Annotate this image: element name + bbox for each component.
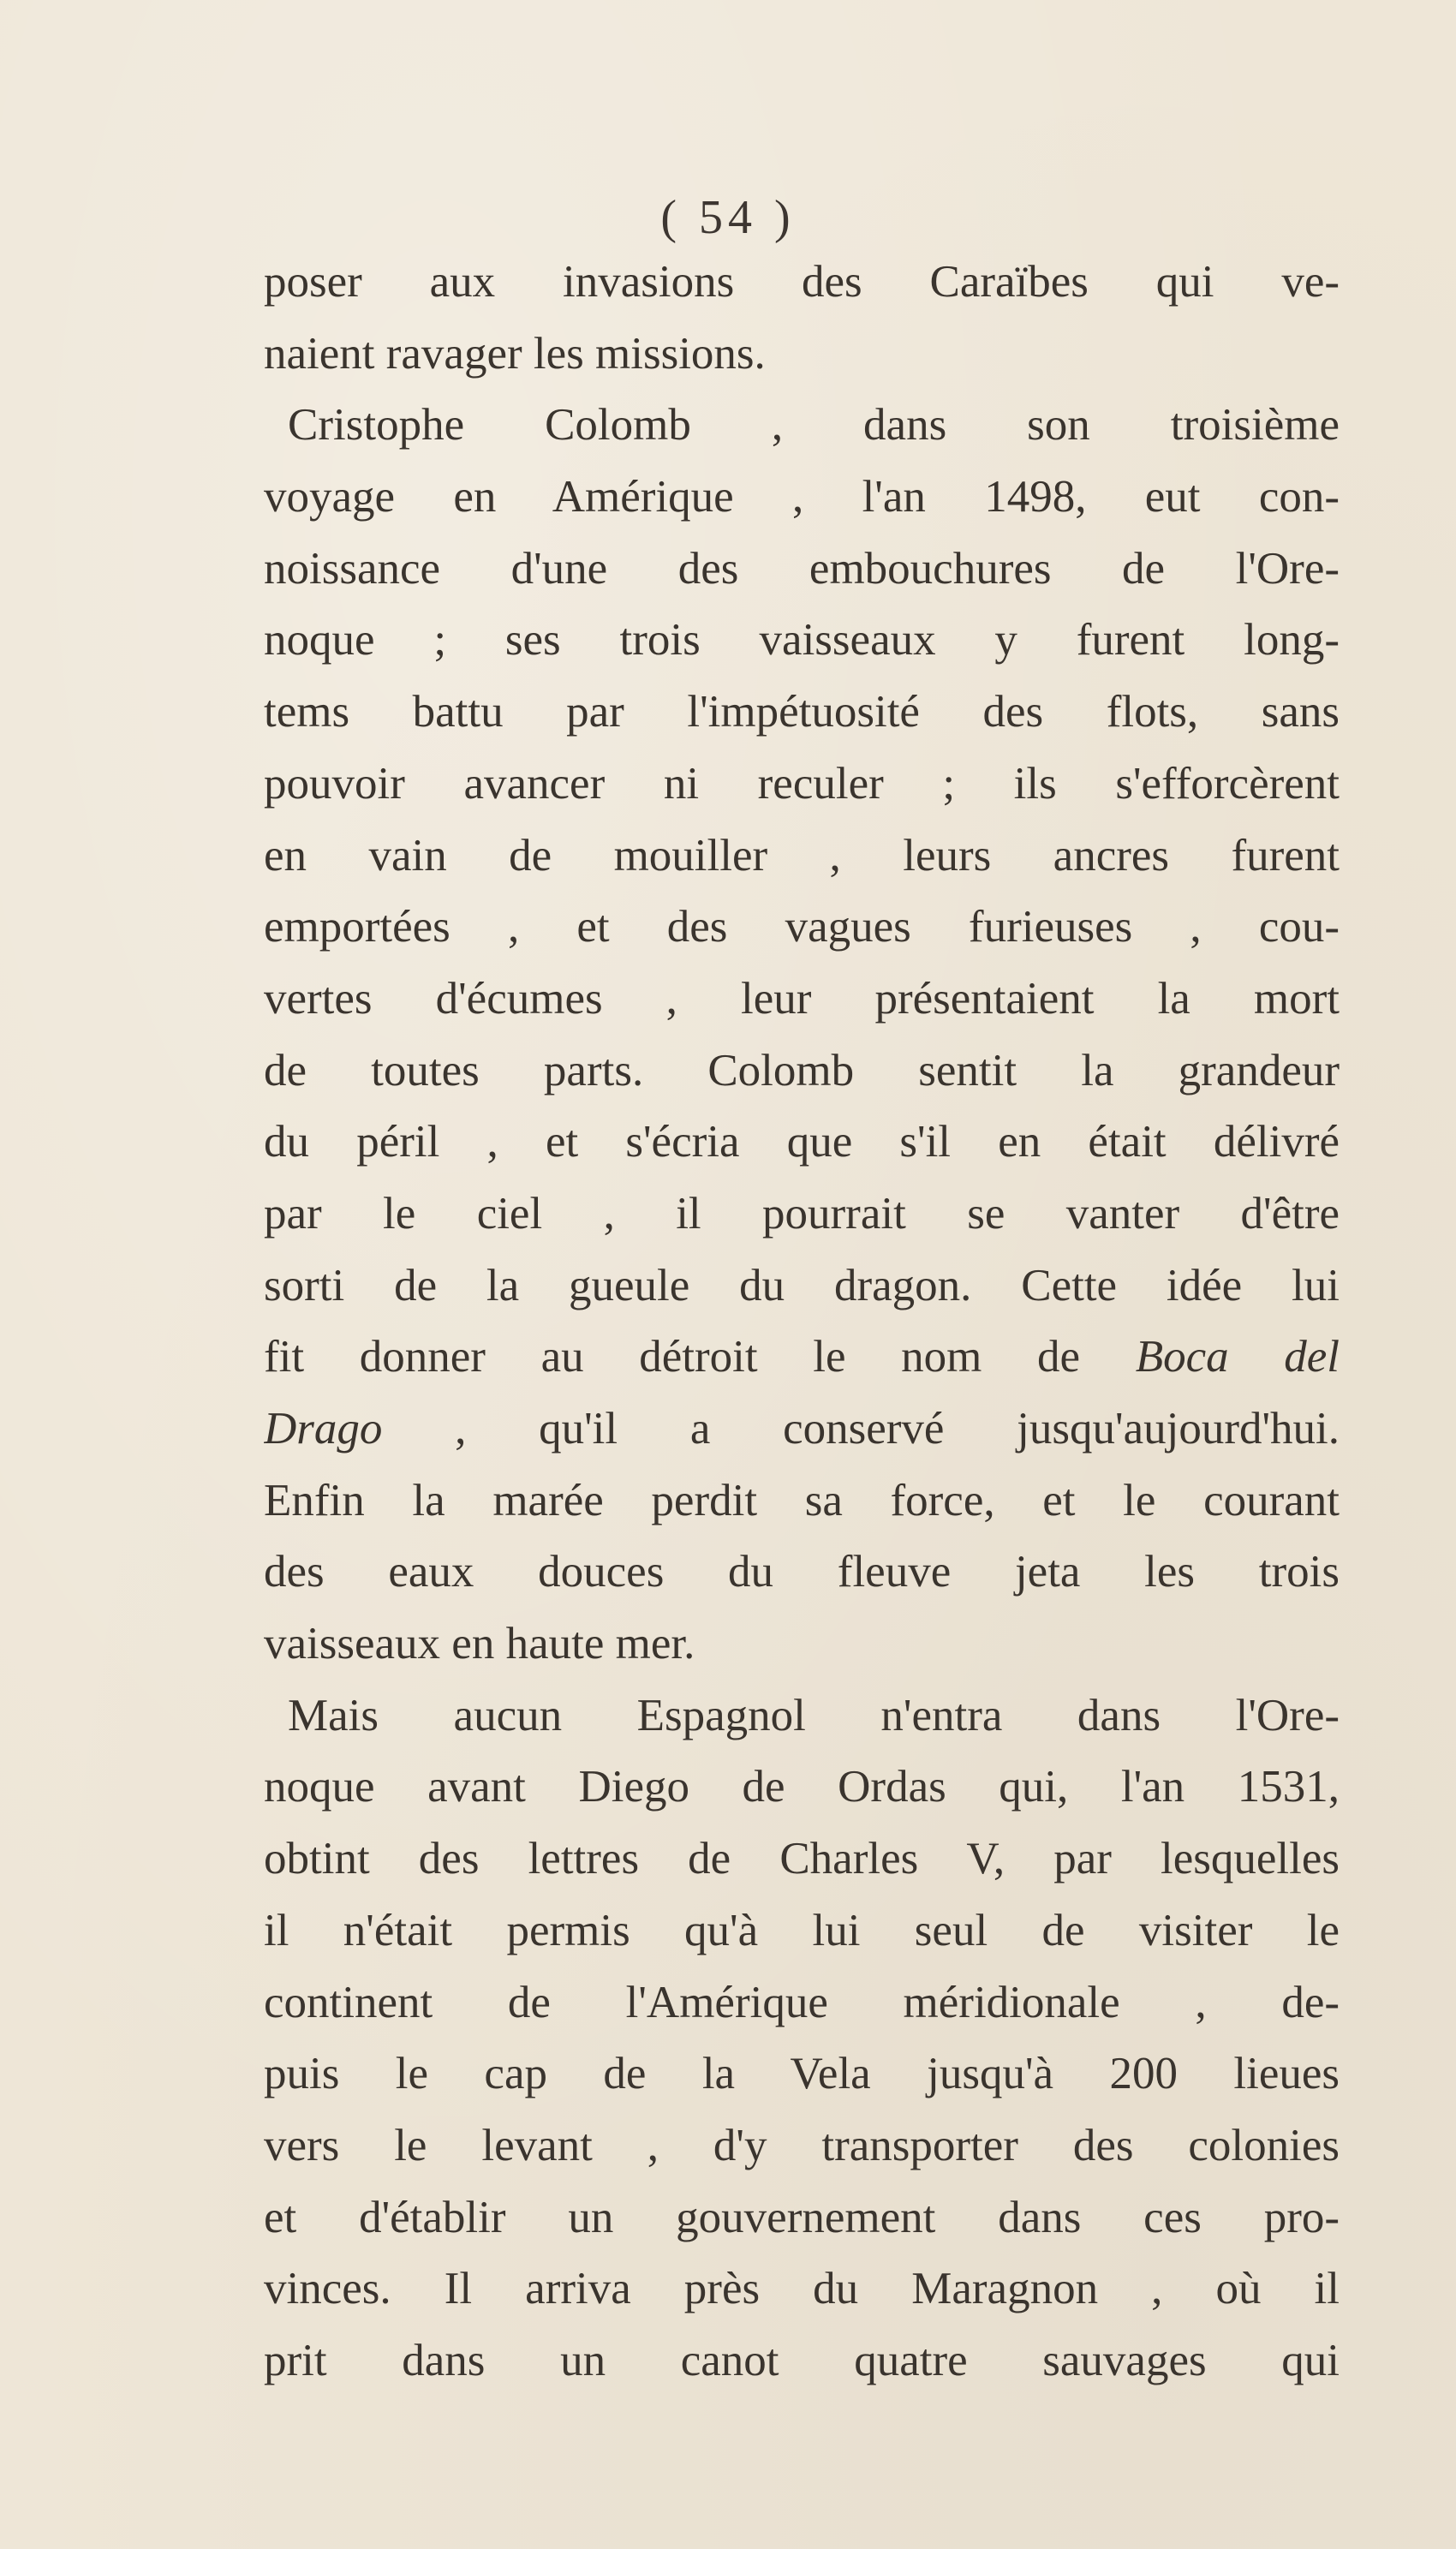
- text-span: fit donner au détroit le nom de: [264, 1332, 1081, 1382]
- text-line: et d'établir un gouvernement dans ces pro-: [264, 2192, 1340, 2242]
- italic-place-name: Boca del: [1135, 1332, 1340, 1382]
- text-line: du péril , et s'écria que s'il en était délivré: [264, 1117, 1340, 1167]
- text-line: emportées , et des vagues furieuses , cou-: [264, 902, 1340, 952]
- text-line: [264, 1322, 1340, 1394]
- text-line: il n'était permis qu'à lui seul de visiter le: [264, 1905, 1340, 1955]
- page-number: ( 54 ): [660, 191, 796, 244]
- text-line: voyage en Amérique , l'an 1498, eut con-: [264, 472, 1340, 522]
- text-line: tems battu par l'impétuosité des flots, sans: [264, 687, 1340, 737]
- text-line: Mais aucun Espagnol n'entra dans l'Ore-: [288, 1690, 1340, 1740]
- italic-place-name: Drago: [264, 1404, 383, 1454]
- text-line: vaisseaux en haute mer.: [264, 1619, 695, 1669]
- text-line: en vain de mouiller , leurs ancres furent: [264, 830, 1340, 881]
- text-span: , qu'il a conservé jusqu'aujourd'hui.: [455, 1404, 1340, 1454]
- text-line: vers le levant , d'y transporter des colonies: [264, 2120, 1340, 2170]
- text-line: [264, 1394, 1340, 1466]
- text-line: des eaux douces du fleuve jeta les trois: [264, 1547, 1340, 1597]
- text-line: noque avant Diego de Ordas qui, l'an 1531,: [264, 1762, 1340, 1812]
- text-line: noque ; ses trois vaisseaux y furent long-: [264, 615, 1340, 666]
- text-line: vinces. Il arriva près du Maragnon , où il: [264, 2264, 1340, 2314]
- text-line: puis le cap de la Vela jusqu'à 200 lieues: [264, 2049, 1340, 2099]
- text-line: sorti de la gueule du dragon. Cette idée lui: [264, 1260, 1340, 1310]
- text-line: Enfin la marée perdit sa force, et le courant: [264, 1475, 1340, 1525]
- text-line: poser aux invasions des Caraïbes qui ve-: [264, 257, 1340, 307]
- text-line: naient ravager les missions.: [264, 328, 766, 379]
- text-line: par le ciel , il pourrait se vanter d'être: [264, 1188, 1340, 1239]
- text-line: obtint des lettres de Charles V, par lesquelles: [264, 1834, 1340, 1884]
- text-line: vertes d'écumes , leur présentaient la mort: [264, 973, 1340, 1024]
- text-line: Cristophe Colomb , dans son troisième: [288, 400, 1340, 451]
- text-line: noissance d'une des embouchures de l'Ore-: [264, 543, 1340, 594]
- text-line: pouvoir avancer ni reculer ; ils s'efforcèrent: [264, 758, 1340, 809]
- text-line: continent de l'Amérique méridionale , de-: [264, 1977, 1340, 2027]
- text-line: prit dans un canot quatre sauvages qui: [264, 2335, 1340, 2385]
- body-text: [264, 247, 1340, 2397]
- text-line: de toutes parts. Colomb sentit la grandeur: [264, 1045, 1340, 1095]
